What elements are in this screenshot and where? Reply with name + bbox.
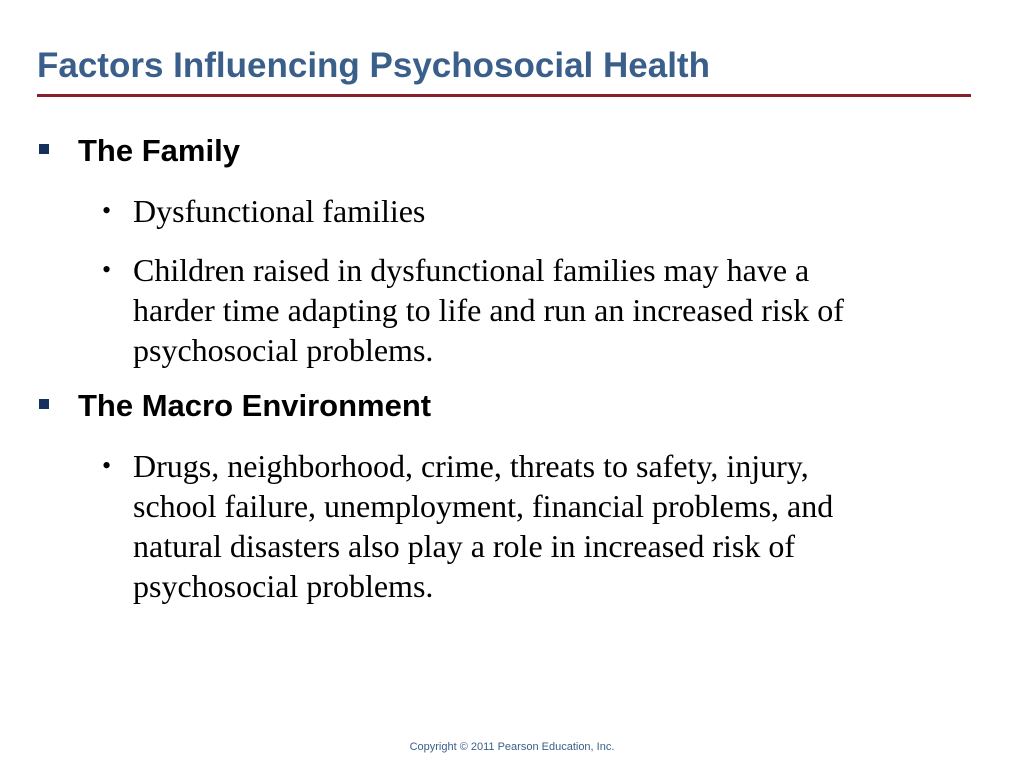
square-bullet-icon [39,399,49,409]
dot-bullet-icon: • [102,255,112,284]
bullet-line: school failure, unemployment, financial problems, and [133,488,834,524]
square-bullet-icon [39,144,49,154]
bullet-line: Drugs, neighborhood, crime, threats to safety, injury, [133,448,809,484]
bullet-text [133,191,973,231]
copyright-footer: Copyright © 2011 Pearson Education, Inc. [409,741,615,753]
bullet-line: psychosocial problems. [133,332,434,368]
bullet-line: Children raised in dysfunctional families may have a [133,252,810,288]
title-divider [37,94,971,97]
section-heading: The Family [78,133,240,168]
slide-title: Factors Influencing Psychosocial Health [37,46,710,85]
section-heading: The Macro Environment [78,388,432,423]
dot-bullet-icon: • [102,451,112,480]
bullet-text [133,446,973,606]
bullet-text [133,250,973,370]
bullet-line: Dysfunctional families [133,193,426,229]
bullet-line: natural disasters also play a role in increased risk of [133,528,795,564]
bullet-line: psychosocial problems. [133,568,434,604]
bullet-line: harder time adapting to life and run an increased risk of [133,292,844,328]
dot-bullet-icon: • [102,196,112,225]
